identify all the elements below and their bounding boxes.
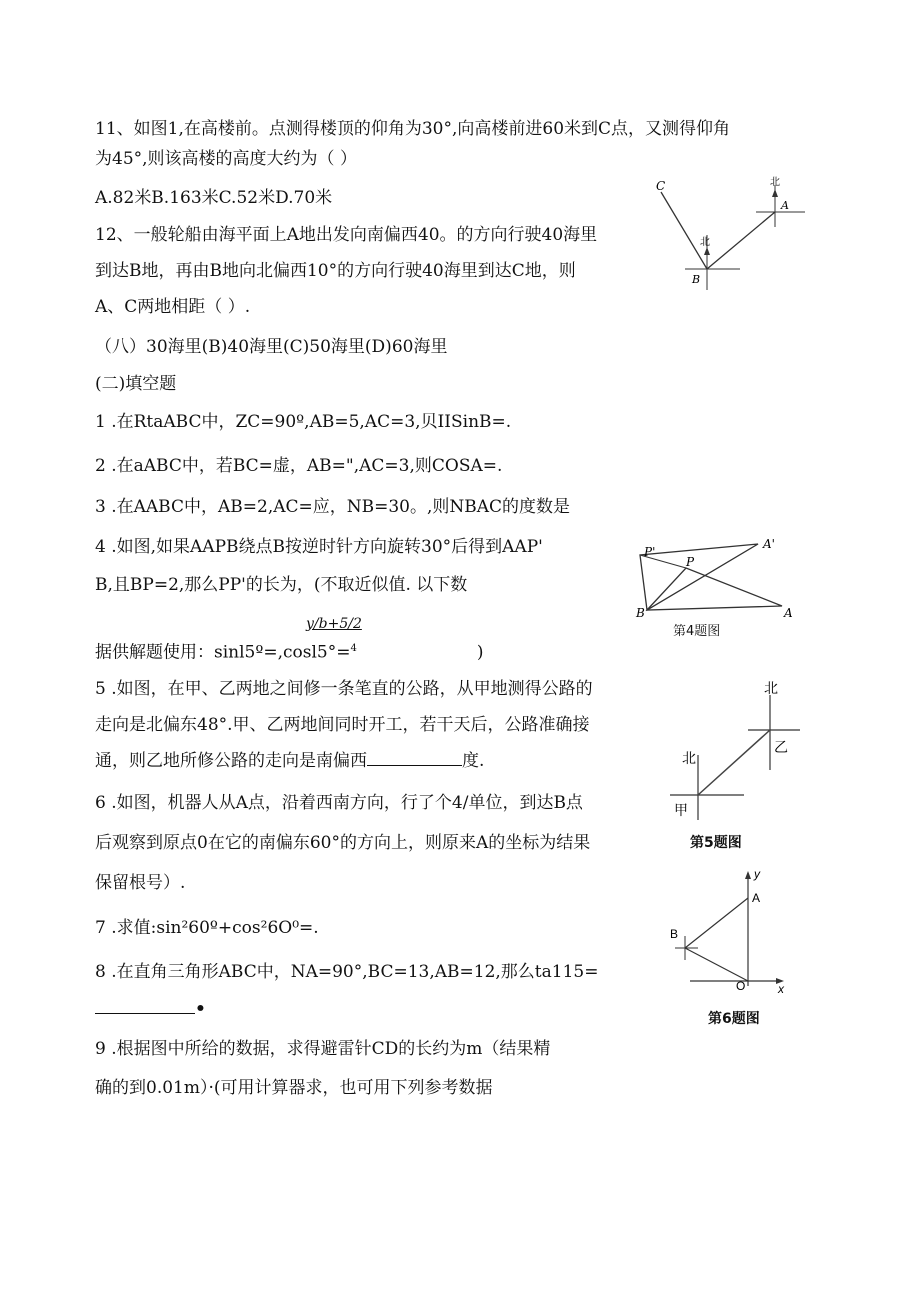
figure-q6 bbox=[660, 868, 800, 998]
fill-q4-line1: 4 .如图,如果AAPB绕点B按逆时针方向旋转30°后得到AAP' bbox=[95, 537, 543, 557]
label-p: P bbox=[686, 555, 695, 569]
fill-q3: 3 .在AABC中，AB=2,AC=应，NB=30。,则NBAC的度数是 bbox=[95, 497, 571, 517]
fill-q8-line1: 8 .在直角三角形ABC中，NA=90°,BC=13,AB=12,那么ta115= bbox=[95, 962, 599, 982]
fill-q5-line3-text: 通，则乙地所修公路的走向是南偏西 bbox=[95, 751, 367, 771]
fill-q8-line2 bbox=[95, 997, 206, 1020]
label-yi: 乙 bbox=[774, 739, 788, 755]
segment-bo bbox=[685, 948, 748, 981]
label-x: x bbox=[778, 982, 784, 996]
label-north-left: 北 bbox=[682, 750, 696, 766]
section-fill-in-title: (二)填空题 bbox=[95, 374, 177, 394]
fill-q8-answer-blank bbox=[95, 997, 195, 1014]
fill-q4-fraction: y/b+5/2 bbox=[306, 616, 362, 632]
north-arrow-a-icon bbox=[772, 189, 778, 197]
label-north-a: 北 bbox=[770, 177, 780, 188]
fill-q4-line3-text: 据供解题使用：sinl5º=,cosl5°= bbox=[95, 642, 351, 663]
triangle-apb bbox=[647, 568, 782, 610]
label-a: A bbox=[784, 606, 793, 620]
fill-q8-dot: • bbox=[195, 999, 206, 1019]
label-a: A bbox=[781, 199, 789, 212]
figure-q12 bbox=[650, 175, 820, 295]
fill-q6-line1: 6 .如图，机器人从A点，沿着西南方向，行了个4/单位，到达B点 bbox=[95, 793, 583, 813]
fill-q5-line2: 走向是北偏东48°.甲、乙两地间同时开工，若干天后，公路准确接 bbox=[95, 715, 590, 735]
label-p1: P' bbox=[644, 545, 656, 559]
label-a1: A' bbox=[763, 537, 775, 551]
path-ba bbox=[707, 212, 775, 269]
figure-q5-caption: 第5题图 bbox=[690, 835, 742, 851]
label-b: B bbox=[636, 606, 645, 620]
fill-q4-line2: B,且BP=2,那么PP'的长为，(不取近似值. 以下数 bbox=[95, 575, 468, 595]
fill-q5-line1: 5 .如图，在甲、乙两地之间修一条笔直的公路，从甲地测得公路的 bbox=[95, 679, 593, 699]
q12-options: （八）30海里(B)40海里(C)50海里(D)60海里 bbox=[95, 337, 448, 357]
fill-q5-line3 bbox=[95, 749, 484, 772]
label-a: A bbox=[752, 891, 761, 905]
label-north-b: 北 bbox=[700, 237, 710, 248]
label-y: y bbox=[754, 867, 760, 881]
fill-q5-answer-blank bbox=[367, 749, 462, 766]
figure-q4-caption: 第4题图 bbox=[673, 624, 721, 639]
fill-q6-line3: 保留根号）. bbox=[95, 873, 186, 893]
label-o: O bbox=[736, 979, 746, 993]
triangle-a1pb bbox=[640, 544, 758, 610]
fill-q4-close-paren: ) bbox=[476, 642, 484, 663]
fill-q5-line3-end: 度. bbox=[462, 751, 485, 771]
figure-q6-caption: 第6题图 bbox=[708, 1011, 760, 1027]
fill-q4-line3 bbox=[95, 638, 484, 664]
fill-q4-superscript: 4 bbox=[350, 643, 357, 654]
fill-q2: 2 .在aABC中，若BC=虚，AB=",AC=3,则COSA=. bbox=[95, 456, 503, 476]
q12-line3: A、C两地相距（ ）. bbox=[95, 297, 251, 317]
q11-options: A.82米B.163米C.52米D.70米 bbox=[95, 188, 333, 208]
figure-q5-svg bbox=[660, 680, 820, 830]
q11-line1: 11、如图1,在高楼前。点测得楼顶的仰角为30°,向高楼前进60米到C点，又测得仰角 bbox=[95, 119, 731, 139]
fill-q7: 7 .求值:sin²60º+cos²6O⁰=. bbox=[95, 918, 319, 938]
segment-ab bbox=[685, 898, 748, 948]
fill-q6-line2: 后观察到原点0在它的南偏东60°的方向上，则原来A的坐标为结果 bbox=[95, 833, 591, 853]
label-b: B bbox=[692, 273, 701, 286]
figure-q12-svg bbox=[650, 175, 820, 295]
q12-line2: 到达B地，再由B地向北偏西10°的方向行驶40海里到达C地，则 bbox=[95, 261, 576, 281]
label-north-top: 北 bbox=[764, 680, 778, 696]
figure-q6-svg bbox=[660, 868, 800, 998]
y-axis-arrow-icon bbox=[745, 871, 751, 879]
fill-q1: 1 .在RtaABC中，ZC=90º,AB=5,AC=3,贝IISinB=. bbox=[95, 412, 512, 432]
q11-line2: 为45°,则该高楼的高度大约为（ ） bbox=[95, 149, 357, 169]
label-b: B bbox=[670, 927, 679, 941]
north-arrow-b-icon bbox=[704, 247, 710, 255]
label-c: C bbox=[656, 179, 666, 193]
label-jia: 甲 bbox=[674, 802, 688, 818]
path-bc bbox=[661, 192, 707, 269]
fill-q9-line2: 确的到0.01m）·(可用计算器求，也可用下列参考数据 bbox=[95, 1078, 493, 1098]
q12-line1: 12、一般轮船由海平面上A地出发向南偏西40。的方向行驶40海里 bbox=[95, 225, 598, 245]
segment-ba1 bbox=[647, 544, 758, 610]
fill-q9-line1: 9 .根据图中所给的数据，求得避雷针CD的长约为m（结果精 bbox=[95, 1039, 551, 1059]
road-line bbox=[698, 730, 770, 795]
